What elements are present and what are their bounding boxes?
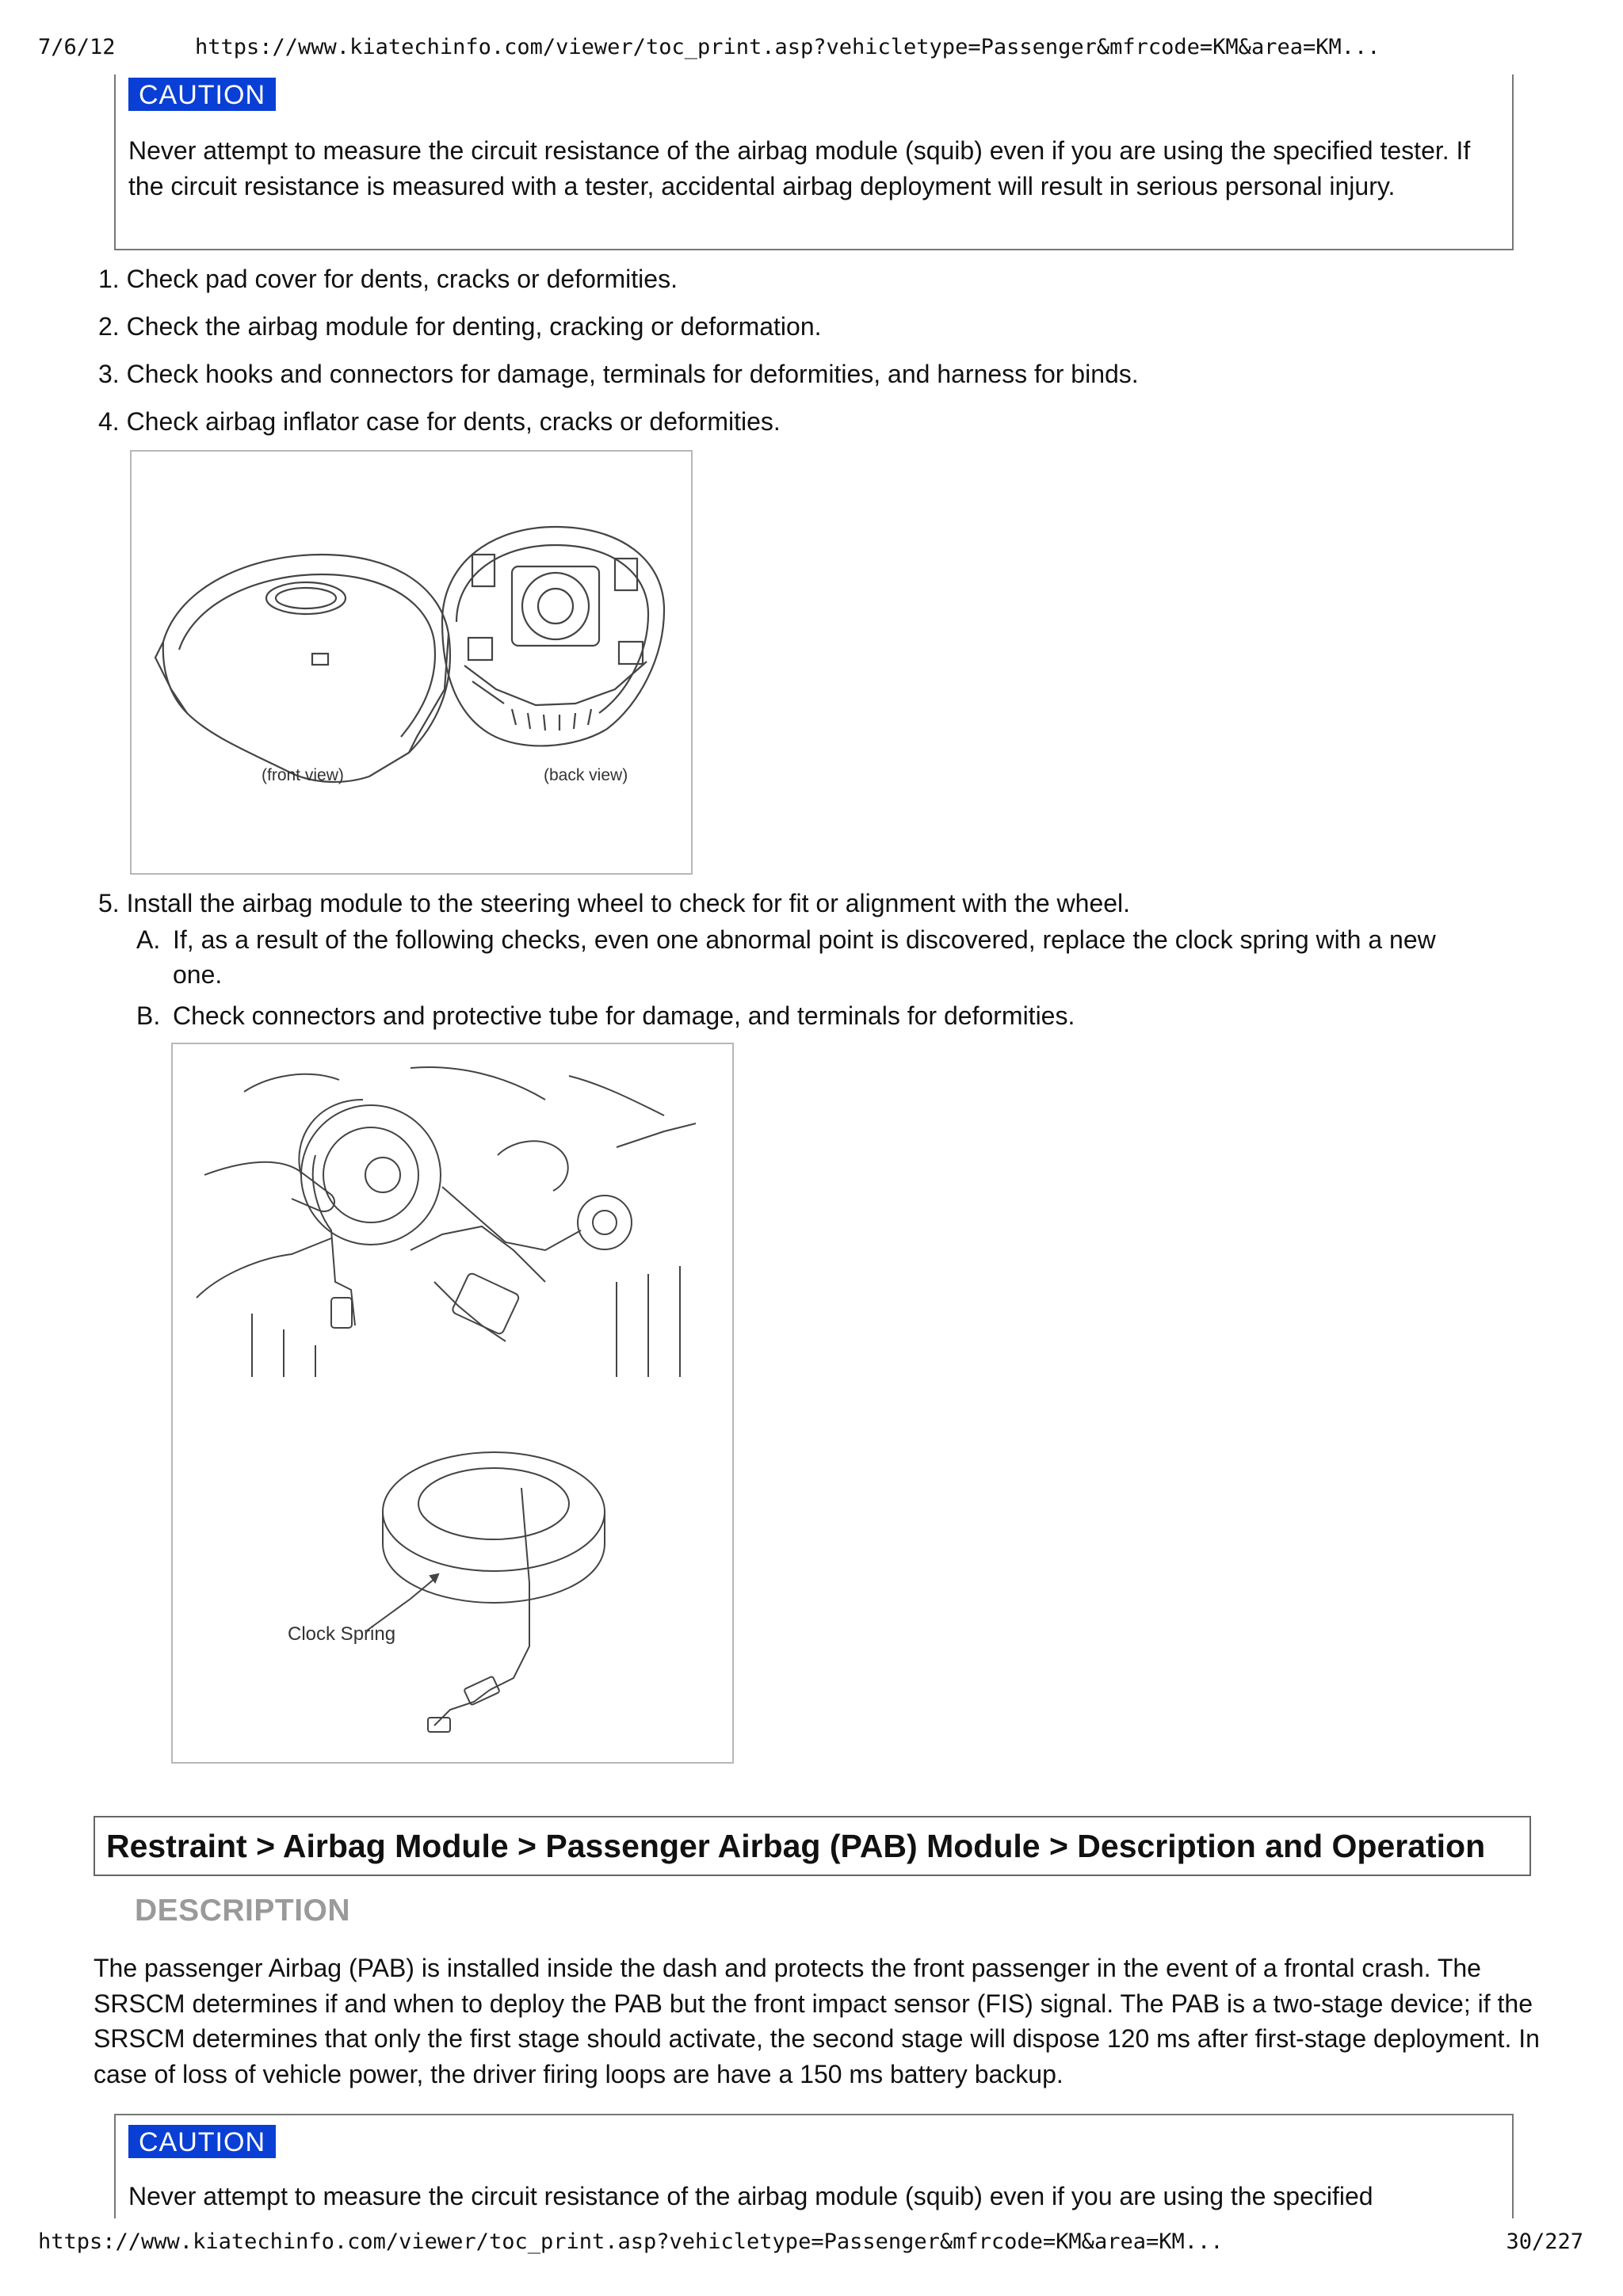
airbag-module-figure <box>130 450 693 875</box>
caution-badge: CAUTION <box>128 78 276 111</box>
section-heading-box <box>94 1816 1531 1876</box>
caution-badge: CAUTION <box>128 2125 276 2158</box>
airbag-module-illustration <box>132 452 691 873</box>
substep-text: If, as a result of the following checks, even one abnormal point is discovered, replace the clock spring with a new one. <box>173 925 1436 989</box>
front-view-label: (front view) <box>262 766 344 784</box>
step-number: 3. <box>98 360 120 388</box>
step-text: Check pad cover for dents, cracks or deformities. <box>126 265 678 293</box>
substep-text: Check connectors and protective tube for damage, and terminals for deformities. <box>173 1001 1075 1030</box>
caution-box <box>114 74 1514 250</box>
step-number: 5. <box>98 889 120 917</box>
caution-box <box>114 2114 1514 2218</box>
section-title: Restraint > Airbag Module > Passenger Airbag (PAB) Module > Description and Operation <box>106 1828 1486 1864</box>
sub-list-item <box>136 922 1491 992</box>
print-footer-url: https://www.kiatechinfo.com/viewer/toc_print.asp?vehicletype=Passenger&mfrcode=KM&area=KM... <box>38 2229 1224 2254</box>
description-heading: DESCRIPTION <box>135 1894 351 1928</box>
clock-spring-label: Clock Spring <box>288 1623 396 1645</box>
step-text: Check hooks and connectors for damage, terminals for deformities, and harness for binds. <box>126 360 1139 388</box>
substep-letter: B. <box>136 1001 161 1030</box>
caution-text: Never attempt to measure the circuit resistance of the airbag module (squib) even if you are using the specified tester. If the circuit resistance is measured with a tester, accidental airbag deployment will result in serious personal injury. <box>128 136 1471 200</box>
list-item <box>98 261 678 296</box>
step-number: 2. <box>98 312 120 341</box>
list-item <box>98 309 822 344</box>
description-paragraph: The passenger Airbag (PAB) is installed inside the dash and protects the front passenger in the event of a frontal crash. The SRSCM determines if and when to deploy the PAB but the front impact sensor (FIS) signal. The PAB is a two-stage device; if the SRSCM determines that only the first stage should activate, the second stage will dispose 120 ms after first-stage deployment. In case of loss of vehicle power, the driver firing loops are have a 150 ms battery backup. <box>94 1954 1540 2088</box>
step-text: Check the airbag module for denting, cracking or deformation. <box>126 312 822 341</box>
sub-list-item <box>136 998 1491 1033</box>
clock-spring-illustration <box>173 1044 732 1762</box>
caution-text: Never attempt to measure the circuit resistance of the airbag module (squib) even if you are using the specified <box>128 2182 1373 2210</box>
clock-spring-figure <box>171 1043 734 1764</box>
list-item <box>98 357 1139 391</box>
page-number: 30/227 <box>1506 2229 1583 2254</box>
step-number: 1. <box>98 265 120 293</box>
list-item <box>98 404 781 439</box>
step-text: Check airbag inflator case for dents, cracks or deformities. <box>126 407 781 436</box>
print-header-url: https://www.kiatechinfo.com/viewer/toc_print.asp?vehicletype=Passenger&mfrcode=KM&area=KM... <box>195 35 1381 59</box>
step-text: Install the airbag module to the steering wheel to check for fit or alignment with the wheel. <box>126 889 1131 917</box>
back-view-label: (back view) <box>544 766 628 784</box>
step-number: 4. <box>98 407 120 436</box>
print-date: 7/6/12 <box>38 35 116 59</box>
list-item <box>98 886 1130 921</box>
substep-letter: A. <box>136 925 161 954</box>
